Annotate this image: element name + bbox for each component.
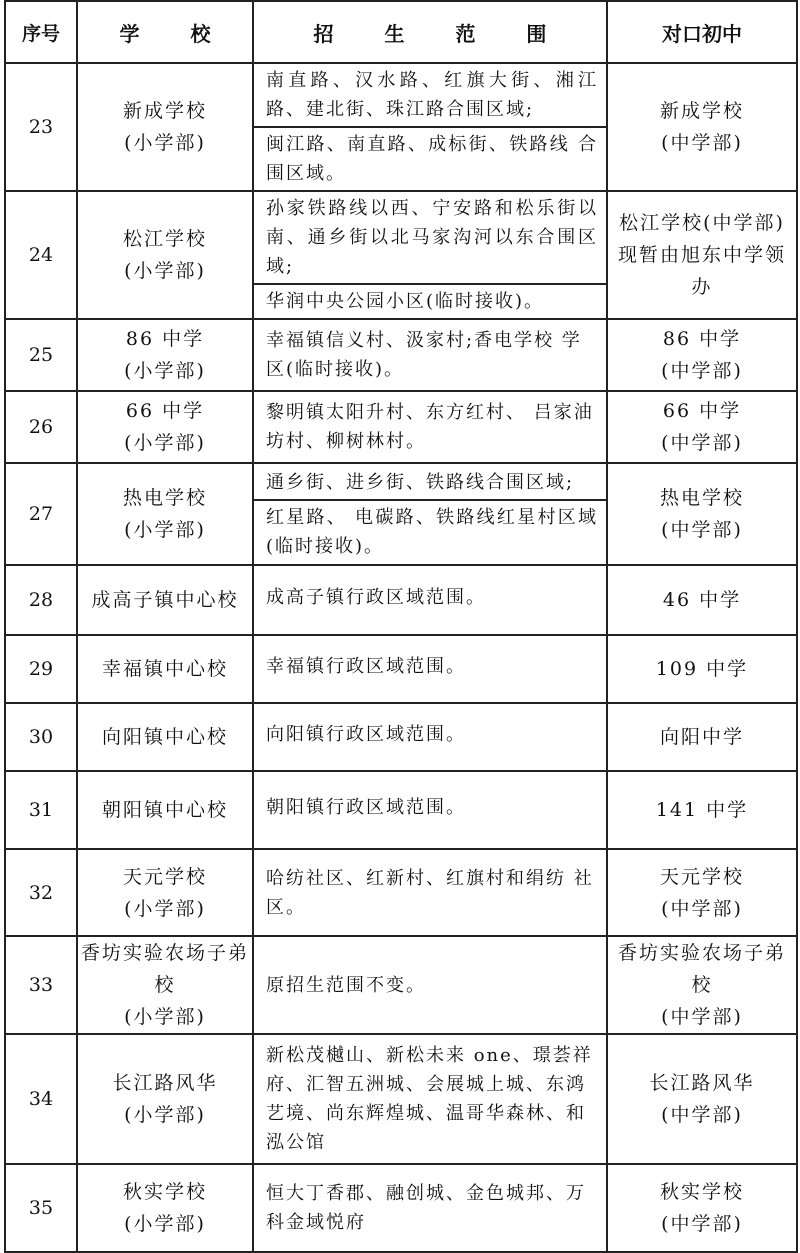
scope-cell: [253, 319, 607, 391]
scope-cell: [253, 1164, 607, 1252]
enrollment-table: [4, 0, 798, 1253]
junior-cell: [607, 849, 797, 936]
junior-school-name: 松江学校(中学部): [619, 212, 785, 234]
school-cell: [77, 565, 253, 635]
row-number: 27: [5, 463, 77, 565]
junior-school-division: (中学部): [661, 1006, 743, 1028]
school-name: 长江路风华: [112, 1072, 218, 1094]
row-number: 26: [5, 391, 77, 463]
junior-cell: [607, 1164, 797, 1252]
junior-cell: [607, 703, 797, 771]
junior-cell: [607, 463, 797, 565]
school-cell: [77, 319, 253, 391]
scope-cell: [253, 849, 607, 936]
junior-cell: [607, 936, 797, 1034]
school-cell: [77, 1034, 253, 1164]
school-division: (小学部): [124, 432, 206, 454]
school-division: (小学部): [124, 1213, 206, 1235]
school-division: (小学部): [124, 1006, 206, 1028]
school-name: 天元学校: [122, 865, 207, 888]
junior-school-name: 46 中学: [662, 589, 742, 611]
row-number: 30: [5, 703, 77, 771]
school-cell: [77, 191, 253, 319]
row-number: 33: [5, 936, 77, 1034]
junior-cell: [607, 1034, 797, 1164]
junior-school-name: 热电学校: [659, 487, 744, 509]
header-school: 学 校: [77, 1, 253, 63]
table-row: [5, 319, 797, 391]
school-cell: [77, 1164, 253, 1252]
school-cell: [77, 63, 253, 191]
header-junior: 对口初中: [607, 1, 797, 63]
junior-school-name: 秋实学校: [659, 1181, 744, 1203]
school-division: (小学部): [124, 260, 206, 282]
scope-segment: 通乡街、进乡街、铁路线合围区域;: [266, 471, 575, 493]
table-row: [5, 463, 797, 565]
scope-segment: 南直路、汉水路、红旗大街、湘江 路、建北街、珠江路合围区域;: [266, 70, 598, 120]
table-row: [5, 1164, 797, 1252]
school-division: (小学部): [124, 132, 206, 154]
scope-cell: [253, 936, 607, 1034]
junior-cell: [607, 771, 797, 849]
junior-cell: [607, 391, 797, 463]
junior-school-name: 天元学校: [659, 865, 744, 888]
table-row: [5, 63, 797, 191]
scope-segment: 向阳镇行政区域范围。: [266, 723, 466, 745]
junior-school-name: 香坊实验农场子弟校: [617, 942, 786, 996]
header-row: [5, 1, 797, 63]
junior-school-division: 现暂由旭东中学领办: [617, 244, 786, 298]
school-division: (小学部): [124, 897, 206, 920]
school-cell: [77, 391, 253, 463]
row-number: 32: [5, 849, 77, 936]
scope-cell: [253, 463, 607, 565]
table-row: [5, 1034, 797, 1164]
school-cell: [77, 936, 253, 1034]
row-number: 24: [5, 191, 77, 319]
scope-segment: 红星路、 电碳路、铁路线红星村区域(临时接收)。: [254, 499, 606, 563]
scope-cell: [253, 565, 607, 635]
junior-cell: [607, 635, 797, 703]
junior-school-name: 66 中学: [662, 400, 742, 422]
row-number: 23: [5, 63, 77, 191]
junior-school-division: (中学部): [661, 432, 743, 454]
scope-segment: 成高子镇行政区域范围。: [266, 586, 486, 608]
table-row: [5, 565, 797, 635]
table-row: [5, 849, 797, 936]
scope-cell: [253, 635, 607, 703]
scope-segment: 幸福镇信义村、汲家村;香电学校 学区(临时接收)。: [266, 330, 582, 380]
row-number: 25: [5, 319, 77, 391]
school-name: 86 中学: [125, 328, 205, 350]
school-name: 66 中学: [125, 400, 205, 422]
junior-school-division: (中学部): [661, 360, 743, 382]
school-name: 朝阳镇中心校: [101, 799, 228, 821]
school-name: 香坊实验农场子弟校: [80, 942, 249, 996]
school-division: (小学部): [124, 360, 206, 382]
school-cell: [77, 703, 253, 771]
junior-school-name: 141 中学: [655, 799, 749, 821]
row-number: 28: [5, 565, 77, 635]
school-cell: [77, 463, 253, 565]
school-name: 成高子镇中心校: [91, 589, 239, 611]
scope-cell: [253, 63, 607, 191]
scope-segment: 幸福镇行政区域范围。: [266, 655, 466, 677]
header-scope: 招 生 范 围: [253, 1, 607, 63]
junior-school-division: (中学部): [661, 1104, 743, 1126]
junior-school-division: (中学部): [661, 1213, 743, 1235]
school-name: 向阳镇中心校: [101, 726, 228, 748]
row-number: 31: [5, 771, 77, 849]
scope-segment: 恒大丁香郡、融创城、金色城邦、万科金域悦府: [266, 1183, 586, 1233]
junior-cell: [607, 319, 797, 391]
scope-cell: [253, 191, 607, 319]
school-cell: [77, 635, 253, 703]
scope-segment: 闽江路、南直路、成标街、铁路线 合围区域。: [254, 126, 606, 190]
junior-school-division: (中学部): [661, 519, 743, 541]
scope-segment: 新松茂樾山、新松未来 one、璟荟祥府、汇智五洲城、会展城上城、东鸿艺境、尚东辉煌城、温哥华森林、和泓公馆: [266, 1045, 593, 1153]
table-row: [5, 936, 797, 1034]
scope-segment: 朝阳镇行政区域范围。: [266, 796, 466, 818]
scope-segment: 黎明镇太阳升村、东方红村、 吕家油坊村、柳树林村。: [266, 402, 594, 452]
header-no: 序号: [5, 1, 77, 63]
table-row: [5, 771, 797, 849]
junior-school-division: (中学部): [661, 132, 743, 154]
scope-cell: [253, 391, 607, 463]
junior-cell: [607, 191, 797, 319]
junior-school-name: 86 中学: [662, 328, 742, 350]
junior-school-name: 新成学校: [659, 100, 744, 122]
table-row: [5, 703, 797, 771]
row-number: 29: [5, 635, 77, 703]
table-row: [5, 391, 797, 463]
table-row: [5, 635, 797, 703]
scope-segment: 哈纺社区、红新村、红旗村和绢纺 社区。: [266, 867, 594, 918]
school-cell: [77, 771, 253, 849]
scope-segment: 孙家铁路线以西、宁安路和松乐街以南、通乡街以北马家沟河以东合围区域;: [266, 198, 598, 277]
scope-cell: [253, 1034, 607, 1164]
table-body: [5, 63, 797, 1252]
school-cell: [77, 849, 253, 936]
table-row: [5, 191, 797, 319]
junior-school-name: 长江路风华: [649, 1072, 755, 1094]
junior-cell: [607, 565, 797, 635]
junior-school-name: 109 中学: [655, 658, 749, 680]
row-number: 35: [5, 1164, 77, 1252]
school-division: (小学部): [124, 1104, 206, 1126]
scope-segment: 原招生范围不变。: [266, 974, 426, 996]
scope-cell: [253, 771, 607, 849]
scope-segment: 华润中央公园小区(临时接收)。: [254, 283, 606, 318]
row-number: 34: [5, 1034, 77, 1164]
school-name: 热电学校: [122, 487, 207, 509]
school-division: (小学部): [124, 519, 206, 541]
school-name: 松江学校: [122, 228, 207, 250]
junior-school-name: 向阳中学: [659, 726, 744, 748]
school-name: 幸福镇中心校: [101, 658, 228, 680]
junior-school-division: (中学部): [661, 897, 743, 920]
scope-cell: [253, 703, 607, 771]
school-name: 秋实学校: [122, 1181, 207, 1203]
junior-cell: [607, 63, 797, 191]
school-name: 新成学校: [122, 100, 207, 122]
